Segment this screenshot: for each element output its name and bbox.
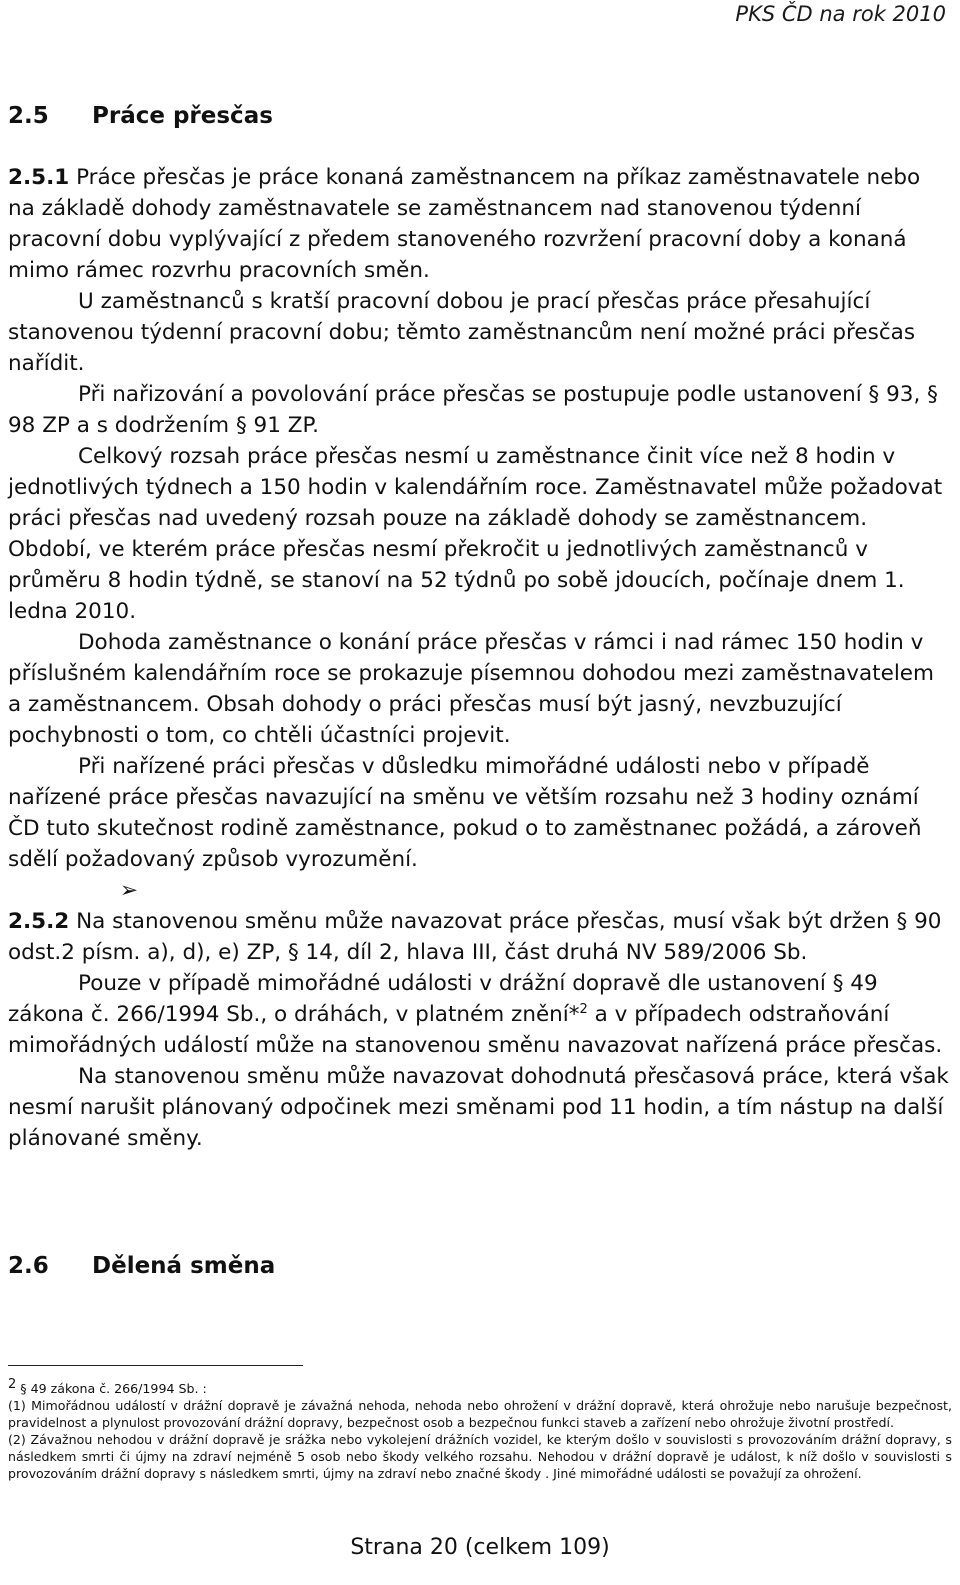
paragraph-number: 2.5.1 <box>8 165 70 190</box>
paragraph: Při nařízené práci přesčas v důsledku mimořádné události nebo v případě nařízené práce přesčas navazující na směnu ve větším rozsahu než 3 hodiny oznámí ČD tuto skutečnost rodině zaměstnance, pokud o to zaměstnanec požádá, a zároveň sdělí požadovaný způsob vyrozumění. <box>8 754 922 872</box>
footnotes <box>8 1376 952 1482</box>
paragraph-number: 2.5.2 <box>8 909 70 934</box>
paragraph <box>8 968 952 1061</box>
paragraph: Při nařizování a povolování práce přesčas se postupuje podle ustanovení § 93, § 98 ZP a s dodržením § 91 ZP. <box>8 382 938 438</box>
page-footer: Strana 20 (celkem 109) <box>350 1535 610 1560</box>
section-title: Práce přesčas <box>92 103 273 129</box>
footnote-heading <box>8 1376 952 1397</box>
section-heading-2-5 <box>8 103 273 129</box>
section-number: 2.6 <box>8 1253 49 1279</box>
section-number: 2.5 <box>8 103 49 129</box>
paragraph: U zaměstnanců s kratší pracovní dobou je prací přesčas práce přesahující stanovenou týdenní pracovní dobu; těmto zaměstnancům není možné práci přesčas nařídit. <box>8 289 916 376</box>
footnote-item: (2) Závažnou nehodou v drážní dopravě je srážka nebo vykolejení drážních vozidel, ke kterým došlo v souvislosti s provozováním drážní dopravy, s následkem smrti či újmy na zdraví nejméně 5 osob nebo škody velkého rozsahu. Nehodou v drážní dopravě je událost, k níž došlo v souvislosti s provozováním drážní dopravy s následkem smrti, újmy na zdraví nebo značné škody . Jiné mimořádné události se považují za ohrožení. <box>8 1432 952 1481</box>
paragraph: Na stanovenou směnu může navazovat dohodnutá přesčasová práce, která však nesmí narušit plánovaný odpočinek mezi směnami pod 11 hodin, a tím nástup na další plánované směny. <box>8 1064 949 1151</box>
paragraph-text: Na stanovenou směnu může navazovat práce přesčas, musí však být držen § 90 odst.2 písm. a), d), e) ZP, § 14, díl 2, hlava III, část druhá NV 589/2006 Sb. <box>8 909 942 965</box>
footnote-item: (1) Mimořádnou událostí v drážní dopravě je závažná nehoda, nehoda nebo ohrožení v drážní dopravě, která ohrožuje nebo narušuje bezpečnost, pravidelnost a plynulost provozování drážní dopravy, bezpečnost osob a bezpečnou funkci staveb a zařízení nebo ohrožuje životní prostředí. <box>8 1398 952 1430</box>
section-2-5-1 <box>8 162 952 1154</box>
section-heading-2-6 <box>8 1253 275 1279</box>
footnote-ref: 2 <box>579 1001 588 1017</box>
footnote-divider <box>8 1365 303 1366</box>
paragraph-text: Pouze v případě mimořádné události v drážní dopravě dle ustanovení § 49 zákona č. 266/1994 Sb., o dráhách, v platném znění* <box>8 971 878 1027</box>
paragraph-2-5-1 <box>8 162 952 286</box>
footnote-ref-text: § 49 zákona č. 266/1994 Sb. : <box>20 1381 207 1396</box>
paragraph: Dohoda zaměstnance o konání práce přesčas v rámci i nad rámec 150 hodin v příslušném kalendářním roce se prokazuje písemnou dohodou mezi zaměstnavatelem a zaměstnancem. Obsah dohody o práci přesčas musí být jasný, nevzbuzující pochybnosti o tom, co chtěli účastníci projevit. <box>8 630 934 748</box>
page-header: PKS ČD na rok 2010 <box>735 2 946 26</box>
arrow-bullet-icon: ➢ <box>120 878 139 903</box>
section-title: Dělená směna <box>92 1253 276 1279</box>
paragraph-2-5-2 <box>8 906 952 968</box>
paragraph: Celkový rozsah práce přesčas nesmí u zaměstnance činit více než 8 hodin v jednotlivých týdnech a 150 hodin v kalendářním roce. Zaměstnavatel může požadovat práci přesčas nad uvedený rozsah pouze na základě dohody se zaměstnancem. Období, ve kterém práce přesčas nesmí překročit u jednotlivých zaměstnanců v průměru 8 hodin týdně, se stanoví na 52 týdnů po sobě jdoucích, počínaje dnem 1. ledna 2010. <box>8 444 943 624</box>
paragraph-text: a v případech odstraňování mimořádných událostí může na stanovenou směnu navazovat nařízená práce přesčas. <box>8 1002 943 1058</box>
footnote-mark: 2 <box>8 1376 17 1392</box>
paragraph-text: Práce přesčas je práce konaná zaměstnancem na příkaz zaměstnavatele nebo na základě dohody zaměstnavatele se zaměstnancem nad stanovenou týdenní pracovní dobu vyplývající z předem stanoveného rozvržení pracovní doby a konaná mimo rámec rozvrhu pracovních směn. <box>8 165 921 283</box>
